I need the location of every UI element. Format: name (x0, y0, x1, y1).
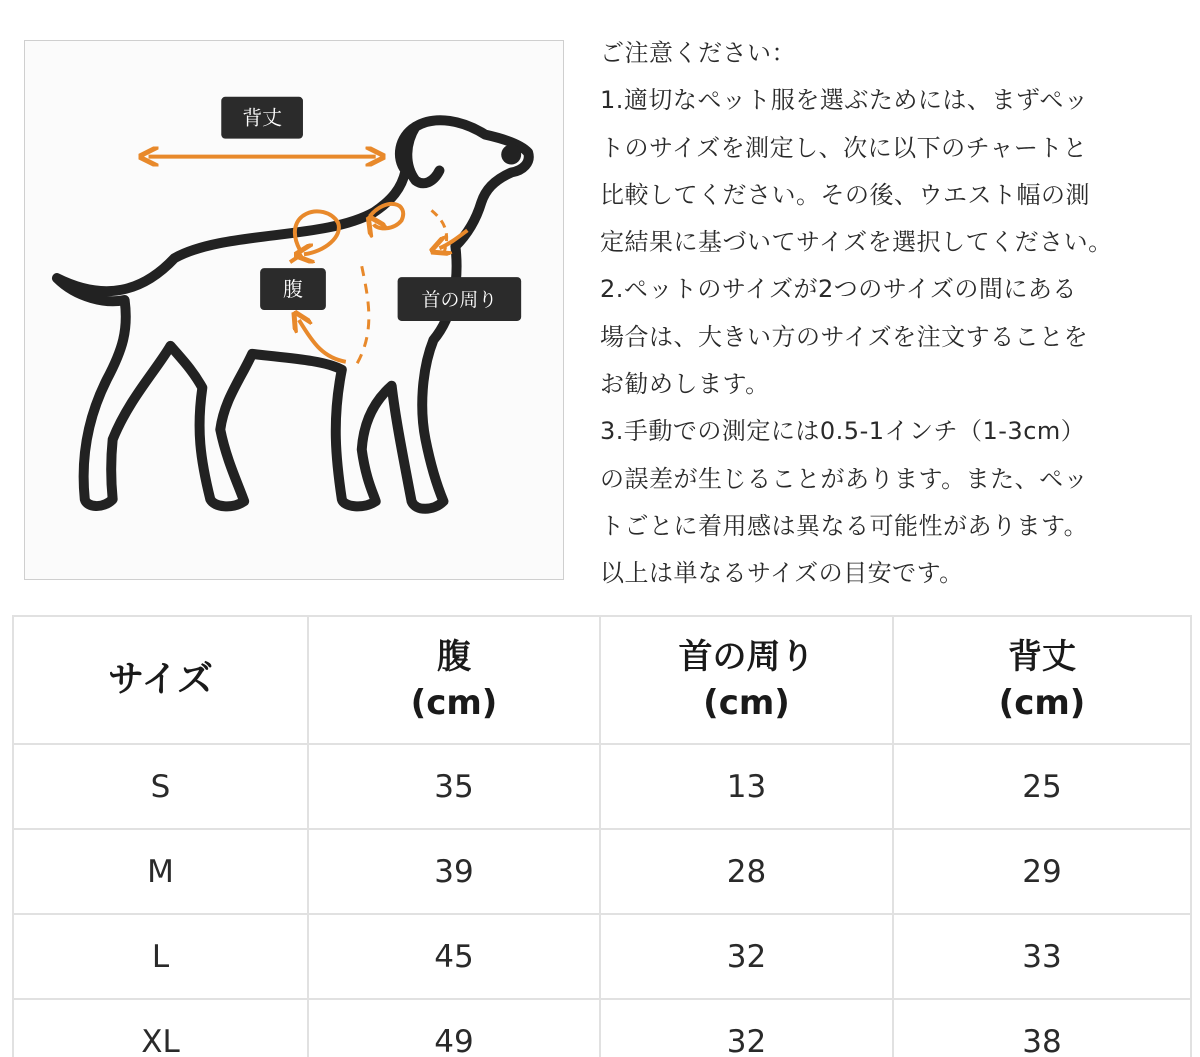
note-line: ご注意ください： (600, 39, 796, 67)
neck-cell: 32 (600, 999, 893, 1057)
belly-dashed-line (356, 266, 369, 366)
measurement-diagram (24, 40, 564, 580)
neck-cell: 32 (600, 914, 893, 999)
belly-cell: 39 (308, 829, 600, 914)
neck-cell: 28 (600, 829, 893, 914)
table-row (13, 999, 1191, 1057)
size-cell: XL (13, 999, 308, 1057)
back-length-cell: 29 (893, 829, 1191, 914)
sizing-notes (600, 30, 1195, 598)
belly-cell: 49 (308, 999, 600, 1057)
neck-cell: 13 (600, 744, 893, 829)
note-line: 以上は単なるサイズの目安です。 (600, 559, 964, 588)
neck-label: 首の周り (421, 289, 498, 312)
header-neck: 首の周り (cm) (600, 616, 893, 744)
note-line: 2.ペットのサイズが2つのサイズの間にある (600, 275, 1077, 304)
note-line: の誤差が生じることがあります。また、ペッ (600, 464, 1089, 493)
header-size: サイズ (13, 616, 308, 744)
size-cell: L (13, 914, 308, 999)
table-row (13, 829, 1191, 914)
note-line: 定結果に基づいてサイズを選択してください。 (600, 228, 1113, 257)
back-length-cell: 38 (893, 999, 1191, 1057)
belly-cell: 35 (308, 744, 600, 829)
note-line: トのサイズを測定し、次に以下のチャートと (600, 133, 1088, 162)
header-belly: 腹 (cm) (308, 616, 600, 744)
note-line: 1.適切なペット服を選ぶためには、まずペッ (600, 86, 1089, 115)
dog-illustration (25, 41, 563, 579)
belly-cell: 45 (308, 914, 600, 999)
dog-nose (501, 145, 521, 165)
back-length-cell: 33 (893, 914, 1191, 999)
back-length-cell: 25 (893, 744, 1191, 829)
size-cell: M (13, 829, 308, 914)
note-line: お勧めします。 (600, 370, 770, 399)
size-cell: S (13, 744, 308, 829)
note-line: 3.手動での測定には0.5-1インチ（1-3cm） (600, 417, 1086, 446)
table-row (13, 744, 1191, 829)
size-chart-table (12, 615, 1192, 1057)
note-line: 比較してください。その後、ウエスト幅の測 (600, 180, 1090, 209)
back-length-label: 背丈 (242, 106, 283, 130)
belly-label: 腹 (283, 278, 303, 302)
note-line: トごとに着用感は異なる可能性があります。 (600, 511, 1089, 540)
header-back-length: 背丈 (cm) (893, 616, 1191, 744)
table-row (13, 914, 1191, 999)
note-line: 場合は、大きい方のサイズを注文することを (600, 322, 1089, 351)
table-header-row (13, 616, 1191, 744)
